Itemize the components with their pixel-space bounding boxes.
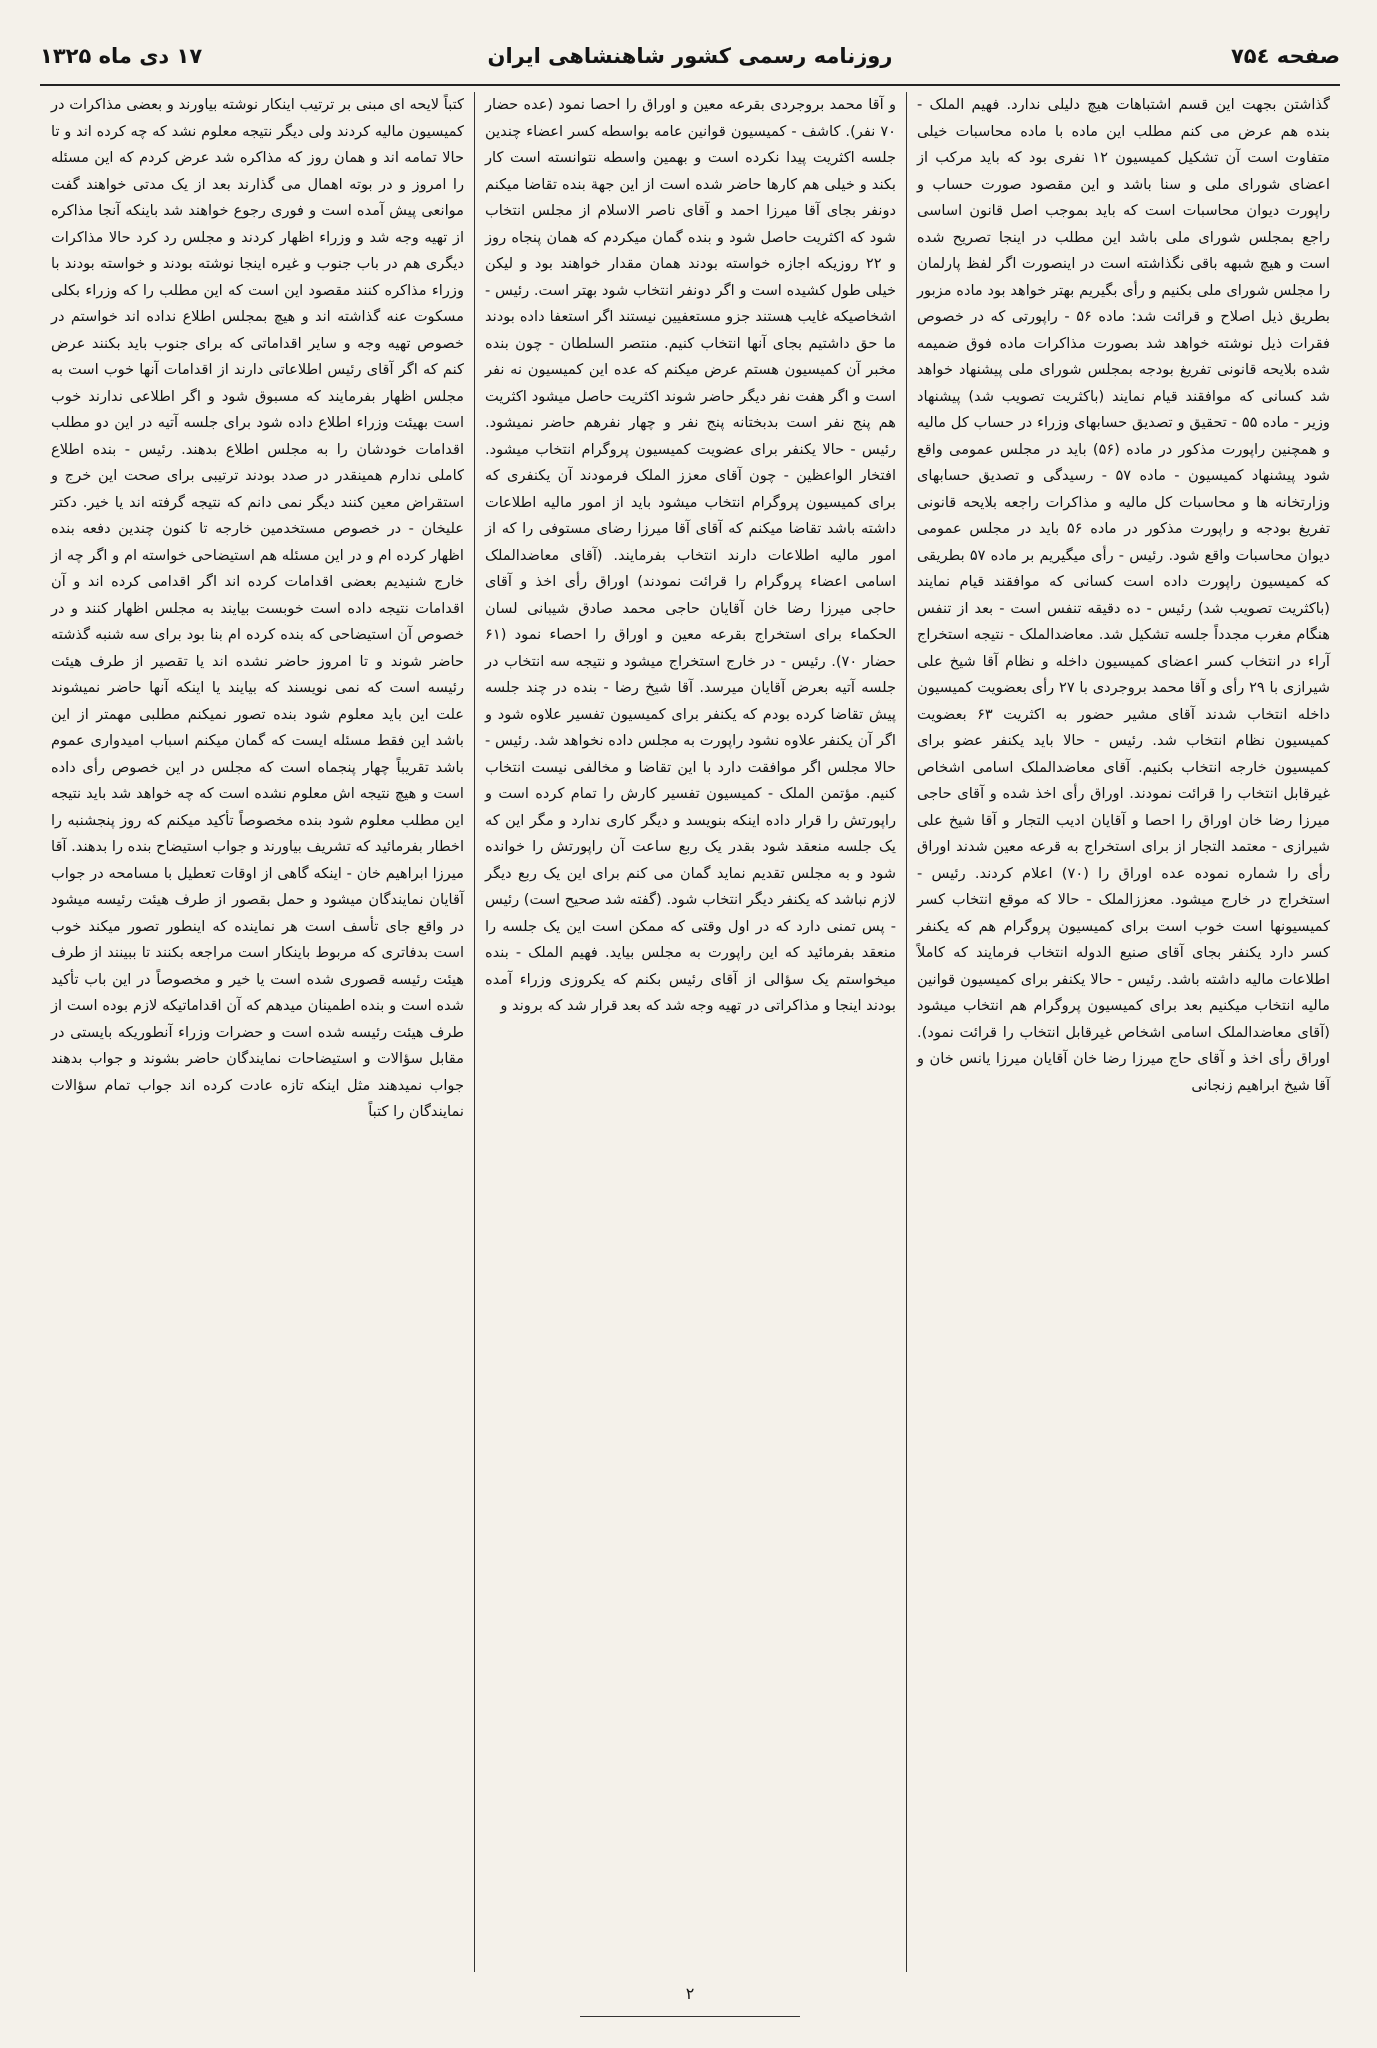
columns	[40, 92, 1340, 1972]
page-number: صفحه ۷۵٤	[1230, 44, 1340, 68]
column-middle: و آقا محمد بروجردی بقرعه معین و اوراق را احصا نمود (عده حضار ۷۰ نفر). کاشف - کمیسیون قوانین عامه بواسطه کسر اعضاء چندین جلسه اکثریت پیدا نکرده است و بهمین واسطه نتوانسته است کار بکند و خیلی هم کارها حاضر شده است از این جهة بنده تقاضا میکنم دونفر بجای آقا میرزا احمد و آقای ناصر الاسلام از مجلس انتخاب شود که اکثریت حاصل شود و بنده گمان میکردم که همان پنجاه روز و ۲۲ روزیکه اجازه خواسته بودند همان مقدار خواهند بود و لیکن خیلی طول کشیده است و اگر دونفر انتخاب شود بهتر است. رئیس - اشخاصیکه غایب هستند جزو مستعفیین نیستند اگر استعفا داده بودند ما حق داشتیم بجای آنها انتخاب کنیم. منتصر السلطان - چون بنده مخبر آن کمیسیون هستم عرض میکنم که عده این کمیسیون نه نفر است و اگر هفت نفر دیگر حاضر شوند اکثریت حاصل میشود اکثریت هم پنج نفر است بدبختانه پنج نفر و چهار نفرهم حاضر نمیشود. رئیس - حالا یکنفر برای عضویت کمیسیون پروگرام انتخاب میشود. افتخار الواعظین - چون آقای معزز الملک فرمودند آن یکنفری که برای کمیسیون پروگرام انتخاب میشود باید از امور مالیه اطلاعات داشته باشد تقاضا میکنم که آقای آقا میرزا رضای مستوفی را که از امور مالیه اطلاعات دارند انتخاب بفرمایند. (آقای معاضدالملک اسامی اعضاء پروگرام را قرائت نمودند) اوراق رأی اخذ و آقای حاجی میرزا رضا خان آقایان حاجی محمد صادق شیبانی لسان الحکماء برای استخراج بقرعه معین و اوراق را احصاء نمود (۶۱ حضار ۷۰). رئیس - در خارج استخراج میشود و نتیجه سه انتخاب در جلسه آتیه بعرض آقایان میرسد. آقا شیخ رضا - بنده در چند جلسه پیش تقاضا کرده بودم که یکنفر برای کمیسیون تفسیر علاوه شود و اگر آن یکنفر علاوه نشود راپورت به مجلس داده نخواهد شد. رئیس - حالا مجلس اگر موافقت دارد با این تقاضا و مخالفی نیست انتخاب کنیم. مؤتمن الملک - کمیسیون تفسیر کارش را تمام کرده است و راپورتش را قرار داده اینکه بنویسد و دیگر کاری ندارد و مگر این که یک جلسه منعقد شود بقدر یک ربع ساعت آن راپورتش را خوانده شود و به مجلس تقدیم نماید گمان می کنم برای این یک ربع دیگر لازم نباشد که یکنفر دیگر انتخاب شود. (گفته شد صحیح است) رئیس - پس تمنی دارد که در اول وقتی که ممکن است این یک جلسه را منعقد بفرمائید که این راپورت به مجلس بیاید. فهیم الملک - بنده میخواستم یک سؤالی از آقای رئیس بکنم که یکروزی وزراء آمده بودند اینجا و مذاکراتی در تهیه وجه شد که بعد قرار شد که بروند و	[474, 92, 907, 1972]
masthead	[40, 32, 1340, 80]
header-rule	[40, 84, 1340, 86]
newspaper-title: روزنامه رسمی کشور شاهنشاهی ایران	[487, 44, 893, 68]
footer-page-marker: ۲	[685, 1984, 695, 2003]
newspaper-page	[40, 32, 1340, 2022]
column-right: گذاشتن بجهت این قسم اشتباهات هیچ دلیلی ندارد. فهیم الملک - بنده هم عرض می کنم مطلب این ماده با ماده محاسبات خیلی متفاوت است آن تشکیل کمیسیون ۱۲ نفری بود که باید مرکب از اعضای شورای ملی و سنا باشد و این مقصود صورت حساب و راپورت دیوان محاسبات است که باید بموجب اصل قانون اساسی راجع بمجلس شورای ملی باشد این مطلب در اینجا تصریح شده است و هیچ شبهه باقی نگذاشته است در اینصورت اگر لفظ پارلمان را مجلس شورای ملی بکنیم و رأی بگیریم بهتر خواهد بود ماده مزبور بطریق ذیل اصلاح و قرائت شد: ماده ۵۶ - راپورتی که در خصوص فقرات ذیل نوشته خواهد شد بصورت مذاکرات ماده فوق ضمیمه شده بلایحه قانونی تفریغ بودجه بمجلس شورای ملی پیشنهاد خواهد شد کسانی که موافقند قیام نمایند (باکثریت تصویب شد) پیشنهاد وزیر - ماده ۵۵ - تحقیق و تصدیق حسابهای وزراء در حساب کل مالیه و همچنین راپورت مذکور در ماده (۵۶) باید در مجلس عمومی واقع شود پیشنهاد کمیسیون - ماده ۵۷ - رسیدگی و تصدیق حسابهای وزارتخانه ها و محاسبات کل مالیه و مذاکرات راجعه بلایحه قانونی تفریغ بودجه و راپورت مذکور در ماده ۵۶ باید در مجلس عمومی دیوان محاسبات واقع شود. رئیس - رأی میگیریم بر ماده ۵۷ بطریقی که کمیسیون راپورت داده است کسانی که موافقند قیام نمایند (باکثریت تصویب شد) رئیس - ده دقیقه تنفس است - بعد از تنفس هنگام مغرب مجدداً جلسه تشکیل شد. معاضدالملک - نتیجه استخراج آراء در انتخاب کسر اعضای کمیسیون داخله و نظام آقا شیخ علی شیرازی با ۲۹ رأی و آقا محمد بروجردی با ۲۷ رأی بعضویت کمیسیون داخله انتخاب شدند آقای مشیر حضور به اکثریت ۶۳ بعضویت کمیسیون نظام انتخاب شد. رئیس - حالا باید یکنفر عضو برای کمیسیون خارجه انتخاب بکنیم. آقای معاضدالملک اسامی اشخاص غیرقابل انتخاب را قرائت نمودند. اوراق رأی اخذ شده و آقای حاجی میرزا رضا خان اوراق را احصا و آقایان ادیب التجار و آقا شیخ علی شیرازی - معتمد التجار از برای استخراج به قرعه معین شدند اوراق رأی را شماره نموده عده اوراق را (۷۰) اعلام کردند. رئیس - استخراج در خارج میشود. معززالملک - حالا که موقع انتخاب کسر کمیسیونها است خوب است برای کمیسیون پروگرام هم که یکنفر کسر دارد یکنفر بجای آقای صنیع الدوله انتخاب فرمایند که کاملاً اطلاعات مالیه داشته باشد. رئیس - حالا یکنفر برای کمیسیون قوانین مالیه انتخاب میکنیم بعد برای کمیسیون پروگرام هم انتخاب میشود (آقای معاضدالملک اسامی اشخاص غیرقابل انتخاب را قرائت نمود). اوراق رأی اخذ و آقای حاج میرزا رضا خان آقایان میرزا یانس خان و آقا شیخ ابراهیم زنجانی	[917, 96, 1331, 1094]
footer-rule	[580, 2016, 800, 2017]
column-left: کتباً لایحه ای مبنی بر ترتیب اینکار نوشته بیاورند و بعضی مذاکرات در کمیسیون مالیه کردند ولی دیگر نتیجه معلوم نشد که چه کرده اند و تا حالا تمامه اند و همان روز که مذاکره شد عرض کردم که این مسئله را امروز و در بوته اهمال می گذارند بعد از یک مدتی خواهند گفت موانعی پیش آمده است و فوری رجوع خواهند شد باینکه آنجا مذاکره از تهیه وجه شد و وزراء اظهار کردند و مجلس رد کرد حالا مذاکرات دیگری هم در باب جنوب و غیره اینجا نوشته بودند و خواسته بودند با وزراء مذاکره کنند مقصود این است که این مطلب را که وزراء بکلی مسکوت عنه گذاشته اند و هیچ بمجلس اطلاع نداده اند خواستم در خصوص تهیه وجه و سایر اقداماتی که برای جنوب باید بکنند عرض کنم که اگر آقای رئیس اطلاعاتی دارند از اقدامات آنها خوب است به مجلس اظهار بفرمایند که مسبوق شود و اگر اطلاعی ندارند خوب است بهیئت وزراء اطلاع داده شود برای جلسه آتیه در این دو مطلب اقدامات خودشان را به مجلس اطلاع بدهند. رئیس - بنده اطلاع کاملی ندارم همینقدر در صدد بودند ترتیبی برای صحت این خرج و استقراض معین کنند دیگر نمی دانم که نتیجه گرفته اند یا خیر. دکتر علیخان - در خصوص مستخدمین خارجه تا کنون چندین دفعه بنده اظهار کرده ام و در این مسئله هم استیضاحی خواسته ام و اگر چه از خارج شنیدیم بعضی اقدامات کرده اند اگر اقدامی کرده اند و آن اقدامات نتیجه داده است خوبست بیایند به مجلس اظهار کنند و در خصوص آن استیضاحی که بنده کرده ام بنا بود برای سه شنبه گذشته حاضر شوند و تا امروز حاضر نشده اند یا تقصیر از طرف هیئت رئیسه است که نمی نویسند که بیایند یا اینکه آنها حاضر نمیشوند علت این باید معلوم شود بنده تصور نمیکنم مطلبی مهمتر از این باشد این فقط مسئله ایست که گمان میکنم اسباب امیدواری عموم باشد تقریباً چهار پنجماه است که مجلس در این خصوص رأی داده است و هیچ نتیجه اش معلوم نشده است که چه خواهد شد باید نتیجه این مطلب معلوم شود بنده مخصوصاً تأکید میکنم که روز پنجشنبه را اخطار بفرمائید که تشریف بیاورند و جواب استیضاح بنده را بدهند. آقا میرزا ابراهیم خان - اینکه گاهی از اوقات تعطیل با مسامحه در جواب آقایان نمایندگان میشود و حمل بقصور از طرف هیئت رئیسه میشود در واقع جای تأسف است هر نماینده که اینطور تصور میکند خوب است بدفاتری که مربوط باینکار است مراجعه بکنند تا ببینند از طرف هیئت رئیسه قصوری شده است یا خیر و مخصوصاً در این باب تأکید شده است و بنده اطمینان میدهم که آن اقداماتیکه لازم بوده است از طرف هیئت رئیسه شده است و حضرات وزراء آنطوریکه بایستی در مقابل سؤالات و استیضاحات نمایندگان حاضر بشوند و جواب بدهند جواب نمیدهند مثل اینکه تازه عادت کرده اند جواب تمام سؤالات نمایندگان را کتباً	[51, 96, 464, 1120]
issue-date: ۱۷ دی ماه ۱۳۲۵	[40, 44, 203, 68]
